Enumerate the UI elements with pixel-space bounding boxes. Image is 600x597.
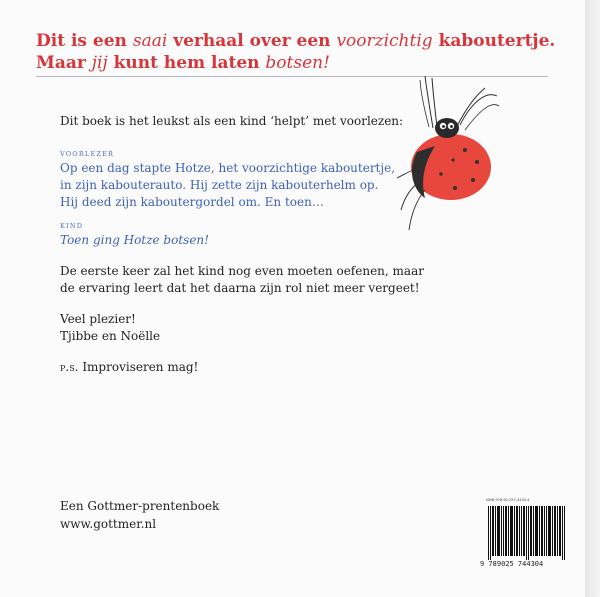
heading-text: kaboutertje. <box>432 31 556 51</box>
isbn-text: ISBN 978-90-257-4430-4 <box>486 498 530 502</box>
barcode <box>480 498 574 572</box>
note-line: De eerste keer zal het kind nog even moeten oefenen, maar <box>60 264 424 278</box>
child-line: Toen ging Hotze botsen! <box>60 233 209 247</box>
cover-heading <box>36 30 555 74</box>
reader-line: Hij deed zijn kaboutergordel om. En toen… <box>60 195 324 209</box>
heading-emphasis: saai <box>132 31 168 51</box>
reader-label: VOORLEZER <box>60 150 115 158</box>
reader-line: in zijn kabouterauto. Hij zette zijn kabouterhelm op. <box>60 178 379 192</box>
note-line: de ervaring leert dat het daarna zijn rol niet meer vergeet! <box>60 281 420 295</box>
barcode-bars <box>488 506 568 560</box>
intro-text: Dit boek is het leukst als een kind ‘helpt’ met voorlezen: <box>60 114 404 128</box>
publisher-website: www.gottmer.nl <box>60 517 157 531</box>
heading-text: kunt hem laten <box>107 53 266 73</box>
postscript <box>60 359 198 376</box>
signoff-line: Veel plezier! <box>60 312 136 326</box>
ps-text: Improviseren mag! <box>78 360 199 374</box>
ps-prefix: p.s. <box>60 360 79 374</box>
child-label: KIND <box>60 222 84 230</box>
heading-emphasis: voorzichtig <box>336 31 433 51</box>
book-edge <box>585 0 600 597</box>
heading-emphasis: botsen! <box>265 53 330 73</box>
reader-line: Op een dag stapte Hotze, het voorzichtige kaboutertje, <box>60 161 396 175</box>
heading-line-1 <box>36 30 555 52</box>
barcode-digits: 9 789025 744304 <box>480 560 544 568</box>
heading-text: Maar <box>36 53 92 73</box>
heading-text: Dit is een <box>36 31 133 51</box>
publisher-name: Een Gottmer-prentenboek <box>60 499 220 513</box>
publisher-block <box>60 497 219 533</box>
ladybug-illustration <box>385 70 515 235</box>
signoff-line: Tjibbe en Noëlle <box>60 329 161 343</box>
heading-emphasis: jij <box>91 53 108 73</box>
heading-text: verhaal over een <box>167 31 337 51</box>
